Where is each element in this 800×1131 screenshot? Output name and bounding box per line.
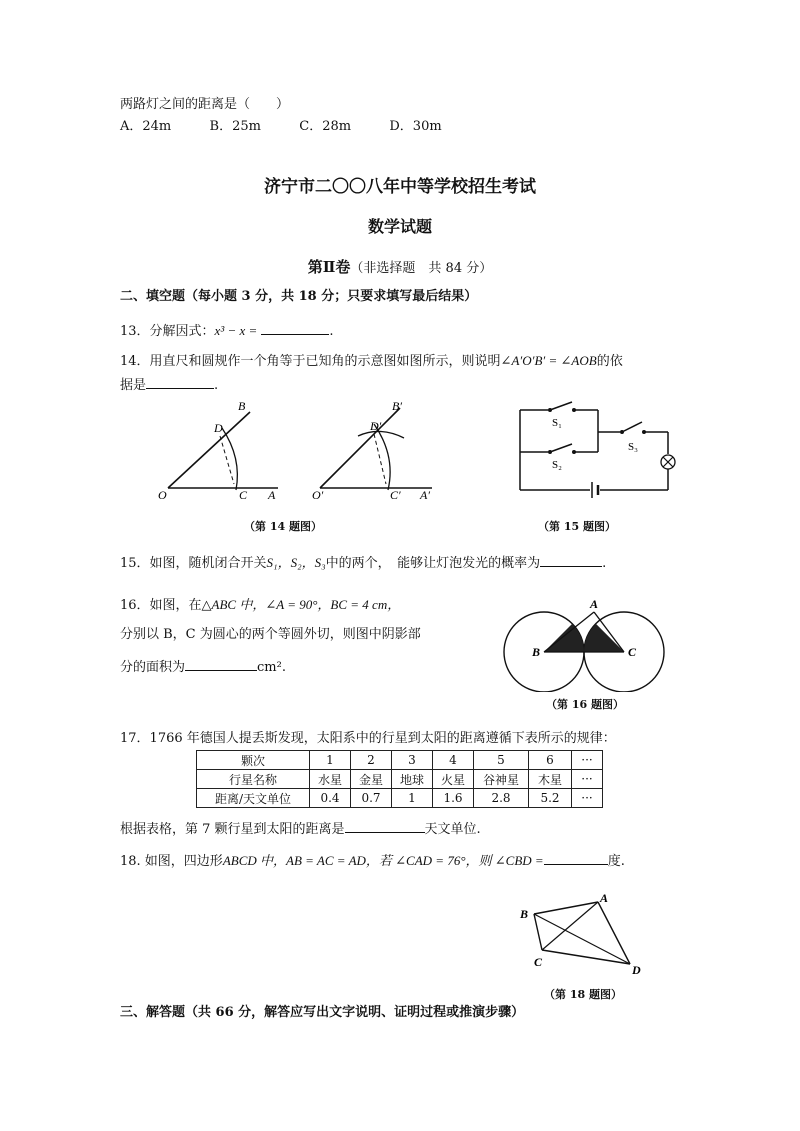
table-cell: 地球 xyxy=(392,770,433,789)
q16-unit: cm² xyxy=(257,660,282,675)
q17-answer-blank xyxy=(345,818,425,833)
q14-fig2-label-c: C′ xyxy=(390,488,401,502)
table-cell: 3 xyxy=(392,751,433,770)
table-cell: ··· xyxy=(572,789,603,808)
table-cell: 6 xyxy=(529,751,572,770)
q14-fig1-label-a: A xyxy=(268,488,276,502)
table-row xyxy=(197,789,603,808)
q13-expr: x³ − x = xyxy=(214,323,258,338)
table-cell: 0.7 xyxy=(351,789,392,808)
option-b: B．25m xyxy=(209,119,261,134)
q14-prefix: 14．用直尺和圆规作一个角等于已知角的示意图如图所示，则说明 xyxy=(120,354,501,369)
q14-caption: （第 14 题图） xyxy=(244,520,322,533)
q17-after-suffix: 天文单位. xyxy=(424,822,481,837)
row-header: 颗次 xyxy=(197,751,310,770)
table-cell: 4 xyxy=(433,751,474,770)
q16-caption: （第 16 题图） xyxy=(546,698,624,711)
table-cell: 谷神星 xyxy=(474,770,529,789)
q14-figure-original xyxy=(158,399,278,502)
table-cell: 0.4 xyxy=(310,789,351,808)
table-row xyxy=(197,751,603,770)
table-cell: 1 xyxy=(310,751,351,770)
q18-label-c: C xyxy=(534,955,543,969)
q15-label-s3: S₃ xyxy=(628,441,638,453)
q16-figure xyxy=(498,596,678,692)
q14-figure-copy xyxy=(312,399,432,502)
q15-switches: S₁，S₂，S₃ xyxy=(266,555,326,570)
table-cell: 1 xyxy=(392,789,433,808)
section2-heading: 二、填空题（每小题 3 分，共 18 分；只要求填写最后结果） xyxy=(120,289,478,304)
q17-after-prefix: 根据表格，第 7 颗行星到太阳的距离是 xyxy=(120,822,345,837)
q18-suffix: 度. xyxy=(607,854,625,869)
q18-math: ABCD 中，AB = AC = AD，若 ∠CAD = 76°，则 ∠CBD = xyxy=(222,853,544,868)
volume-main: 第Ⅱ卷 xyxy=(307,258,351,276)
q16-expr: △ABC 中，∠A = 90°，BC = 4 cm， xyxy=(201,597,401,612)
section3-heading: 三、解答题（共 66 分，解答应写出文字说明、证明过程或推演步骤） xyxy=(120,1005,525,1020)
q13-answer-blank xyxy=(261,320,329,335)
q14-fig1-label-o: O xyxy=(158,488,167,502)
q16-line2: 分别以 B，C 为圆心的两个等圆外切，则图中阴影部 xyxy=(120,627,421,642)
q14-suffix: 的依 xyxy=(596,354,623,369)
q13 xyxy=(120,320,334,341)
q16-prefix: 16．如图，在 xyxy=(120,598,202,613)
q12-question: 两路灯之间的距离是（ ） xyxy=(120,97,290,112)
q15-caption: （第 15 题图） xyxy=(538,520,616,533)
table-cell: ··· xyxy=(572,751,603,770)
q15-answer-blank xyxy=(540,552,602,567)
option-c: C．28m xyxy=(299,119,352,134)
q16-label-a: A xyxy=(590,597,599,611)
battery-icon xyxy=(592,482,598,498)
q14-line2-prefix: 据是 xyxy=(120,378,147,393)
table-cell: 5 xyxy=(474,751,529,770)
table-cell: ··· xyxy=(572,770,603,789)
q18-label-a: A xyxy=(600,892,609,905)
row-header: 行星名称 xyxy=(197,770,310,789)
q12-options xyxy=(120,118,442,136)
bulb-icon xyxy=(661,455,675,469)
q14-fig1-label-d: D xyxy=(214,421,223,435)
q16-line1 xyxy=(120,596,400,615)
planet-table xyxy=(196,750,603,808)
table-cell: 水星 xyxy=(310,770,351,789)
option-a: A．24m xyxy=(120,119,172,134)
q14-fig2-label-b: B′ xyxy=(392,399,402,413)
q16-line3 xyxy=(120,656,286,677)
q18-caption: （第 18 题图） xyxy=(544,988,622,1001)
q15-end: . xyxy=(602,556,607,571)
volume-note: （非选择题 共 84 分） xyxy=(350,261,493,276)
exam-subtitle: 数学试题 xyxy=(367,217,432,236)
q14-answer-blank xyxy=(146,374,214,389)
table-cell: 木星 xyxy=(529,770,572,789)
q18-label-b: B xyxy=(520,907,529,921)
table-cell: 2.8 xyxy=(474,789,529,808)
q18-answer-blank xyxy=(544,850,608,865)
q14-line1 xyxy=(120,352,623,371)
exam-title: 济宁市二〇〇八年中等学校招生考试 xyxy=(264,177,536,197)
table-cell: 2 xyxy=(351,751,392,770)
q15-label-s1: S₁ xyxy=(552,417,562,429)
q15-label-s2: S₂ xyxy=(552,459,562,471)
q16-end: . xyxy=(281,660,286,675)
q14-fig2-label-o: O′ xyxy=(312,488,324,502)
q13-suffix: . xyxy=(329,324,334,339)
q18-label-d: D xyxy=(632,963,641,976)
q14-fig2-label-d: D′ xyxy=(370,419,382,433)
q14-line2-suffix: . xyxy=(214,378,219,393)
row-header: 距离/天文单位 xyxy=(197,789,310,808)
q16-label-b: B xyxy=(532,645,541,659)
q16-answer-blank xyxy=(185,656,257,671)
q18-text xyxy=(120,850,625,871)
q16-line3-prefix: 分的面积为 xyxy=(120,660,186,675)
q14-fig1-label-b: B xyxy=(238,399,246,413)
table-cell: 金星 xyxy=(351,770,392,789)
q17-intro: 17．1766 年德国人提丢斯发现，太阳系中的行星到太阳的距离遵循下表所示的规律： xyxy=(120,731,616,746)
table-row xyxy=(197,770,603,789)
q15-prefix: 15．如图，随机闭合开关 xyxy=(120,556,267,571)
q14-angle-expr: ∠A′O′B′ = ∠AOB xyxy=(500,353,597,368)
q14-fig1-label-c: C xyxy=(239,488,248,502)
volume-heading xyxy=(0,256,800,277)
option-d: D．30m xyxy=(389,119,442,134)
q16-label-c: C xyxy=(628,645,637,659)
q14-figures xyxy=(150,398,480,506)
q14-line2 xyxy=(120,374,218,395)
q15-suffix: 中的两个， 能够让灯泡发光的概率为 xyxy=(325,556,541,571)
q14-fig2-label-a: A′ xyxy=(420,488,430,502)
table-cell: 1.6 xyxy=(433,789,474,808)
q18-figure xyxy=(512,892,652,976)
q13-prefix: 13．分解因式： xyxy=(120,324,215,339)
q17-after xyxy=(120,818,481,839)
table-cell: 火星 xyxy=(433,770,474,789)
q15-text xyxy=(120,552,606,573)
table-cell: 5.2 xyxy=(529,789,572,808)
q18-prefix: 18. 如图，四边形 xyxy=(120,854,223,869)
q15-circuit xyxy=(512,400,682,500)
